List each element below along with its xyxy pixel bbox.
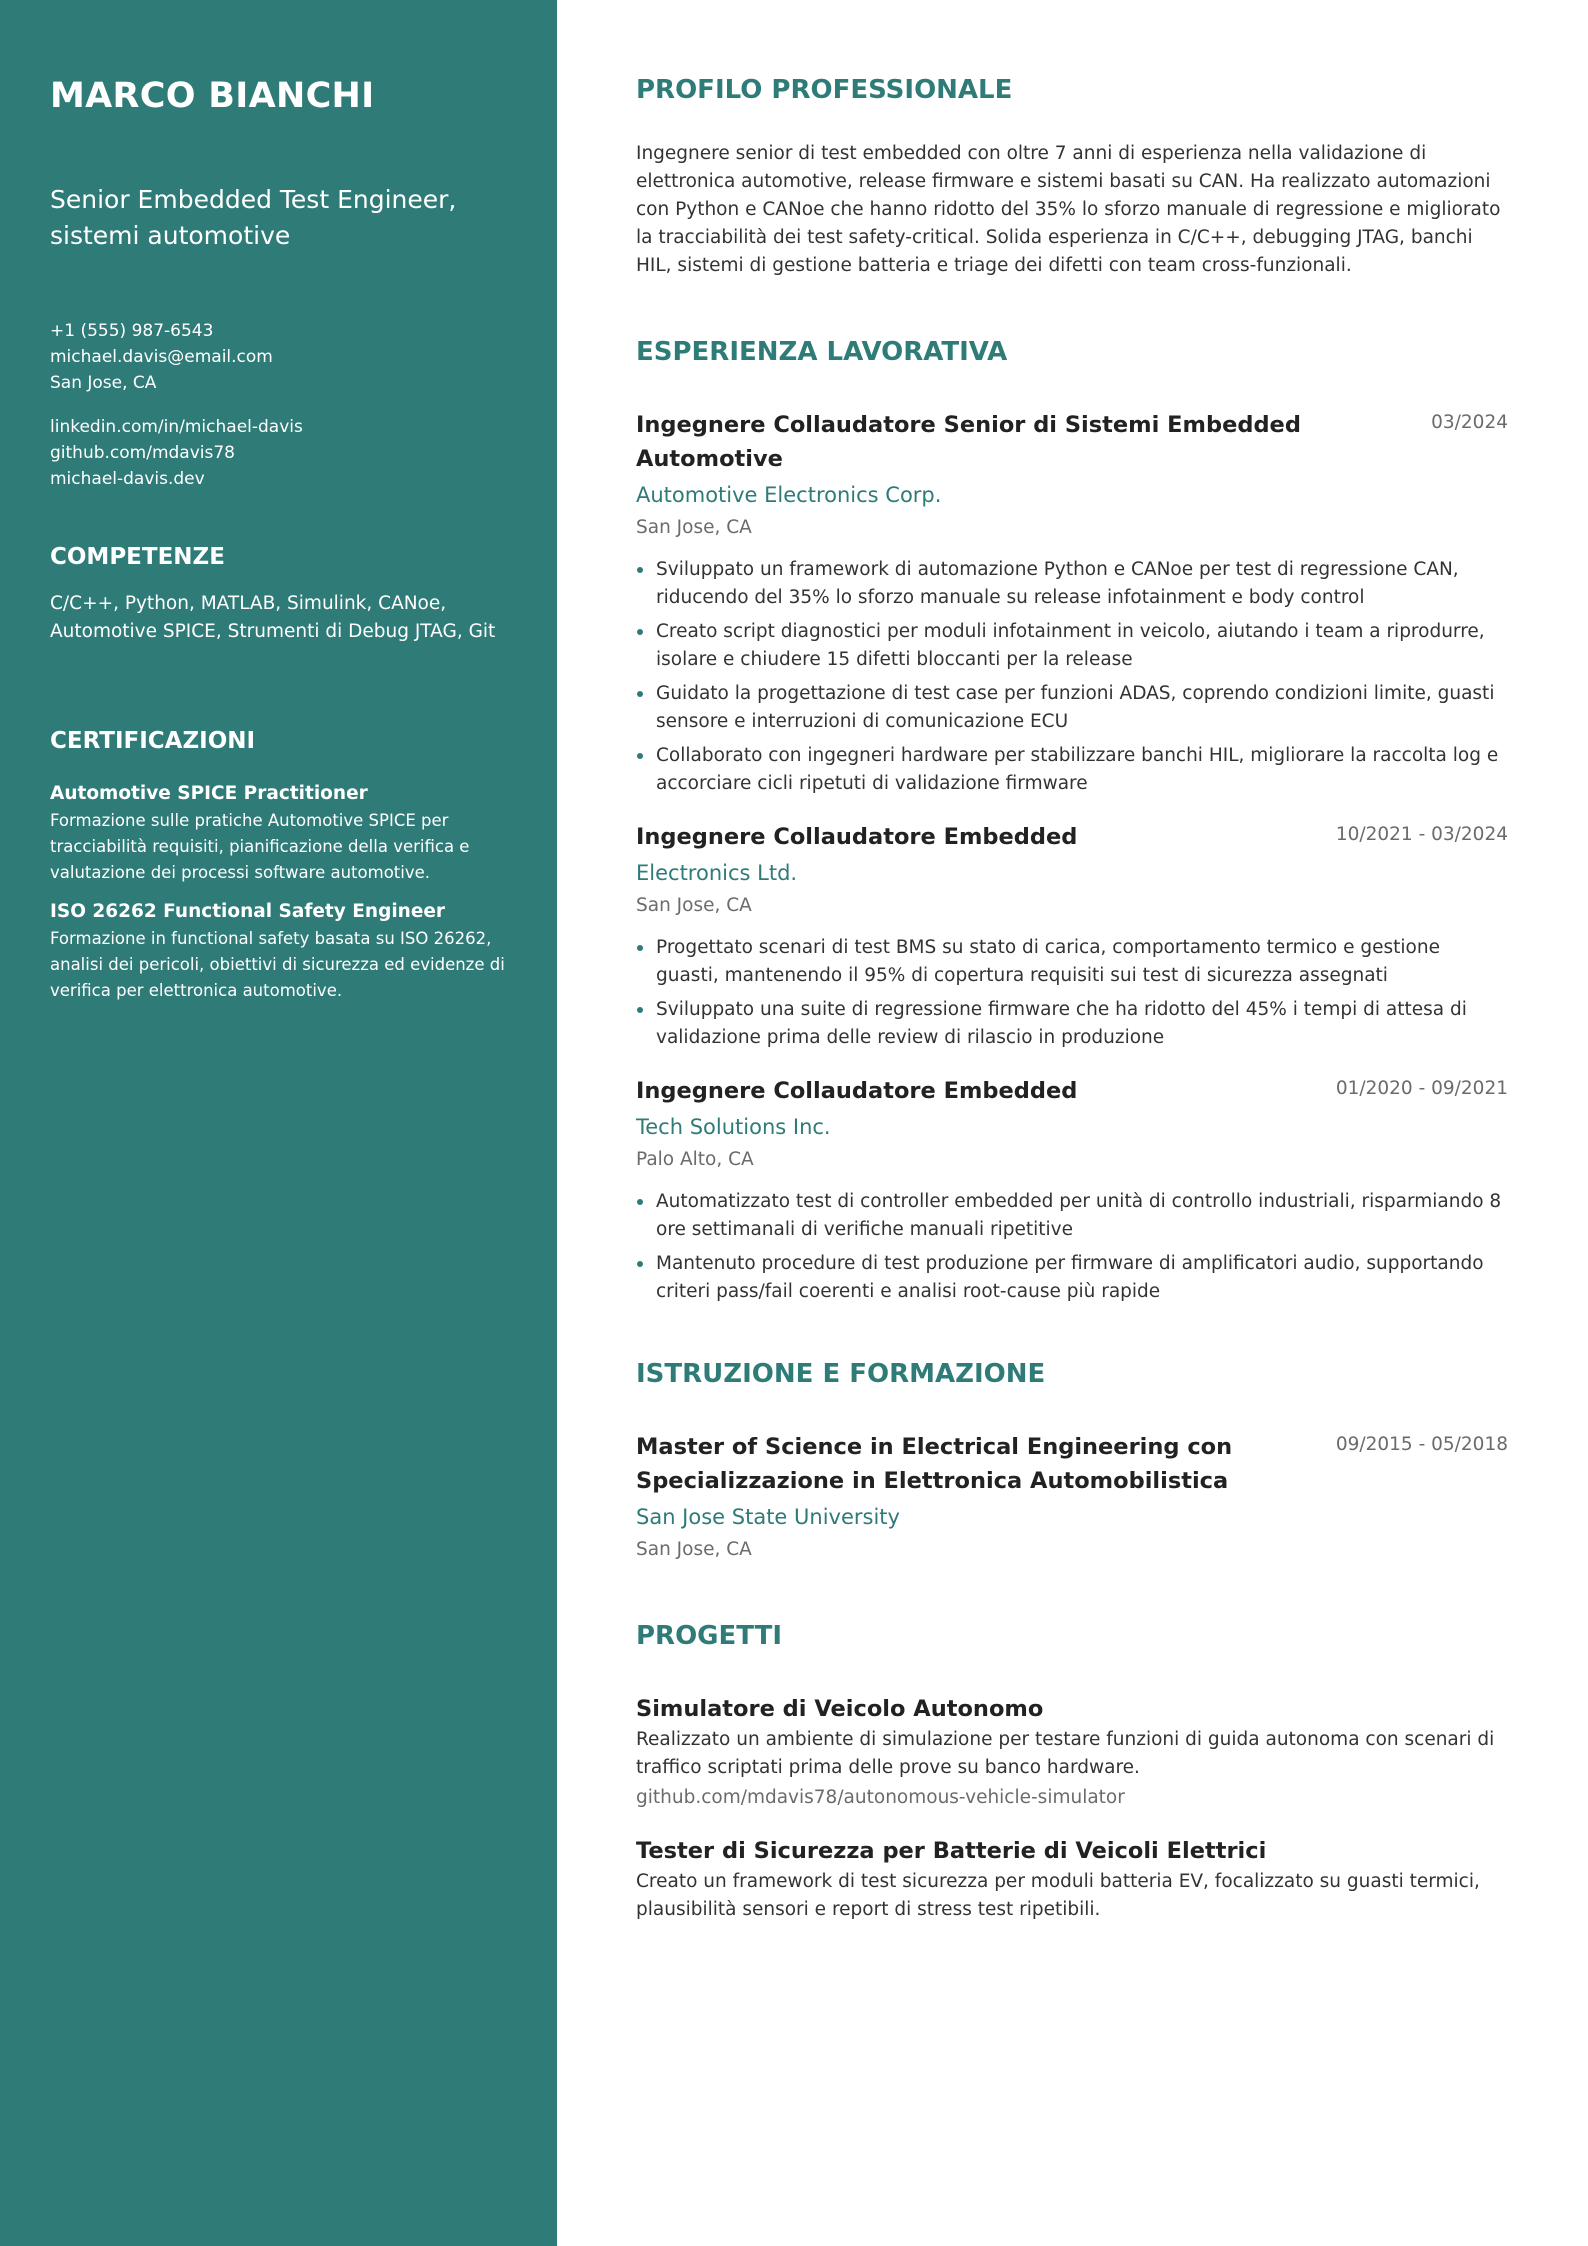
job-location: San Jose, CA [636,895,752,916]
job-title: Ingegnere Collaudatore Embedded [636,1078,1078,1104]
job-title: Ingegnere Collaudatore Senior di Sistemi Embedded Automotive [636,412,1301,472]
project-link[interactable]: github.com/mdavis78/autonomous-vehicle-simulator [636,1787,1125,1808]
list-item: Collaborato con ingegneri hardware per stabilizzare banchi HIL, migliorare la raccolta log e accorciare cicli ripetuti di validazione firmware [636,742,1508,798]
project-description: Creato un framework di test sicurezza per moduli batteria EV, focalizzato su guasti termici, plausibilità sensori e report di stress test ripetibili. [636,1871,1480,1920]
job-company: Electronics Ltd. [636,861,798,885]
education-school: San Jose State University [636,1505,900,1529]
job-bullets [636,1188,1508,1306]
project-description: Realizzato un ambiente di simulazione per testare funzioni di guida autonoma con scenari di traffico scriptati prima delle prove su banco hardware. [636,1729,1495,1778]
list-item: Sviluppato una suite di regressione firmware che ha ridotto del 45% i tempi di attesa di validazione prima delle review di rilascio in produzione [636,996,1508,1052]
education-heading: ISTRUZIONE E FORMAZIONE [636,1359,1046,1389]
project-title: Tester di Sicurezza per Batterie di Veicoli Elettrici [636,1838,1267,1864]
profile-links [50,414,507,492]
contact-info [50,318,507,396]
projects-heading: PROGETTI [636,1621,783,1651]
job-date: 01/2020 - 09/2021 [1335,1078,1508,1099]
certifications-list [50,780,507,1004]
list-item: Creato script diagnostici per moduli infotainment in veicolo, aiutando i team a riprodurre, isolare e chiudere 15 difetti bloccanti per la release [636,618,1508,674]
certification-item [50,780,507,886]
education-location: San Jose, CA [636,1539,752,1560]
skills-heading: COMPETENZE [50,544,225,570]
job-bullets [636,934,1508,1052]
project-entry [636,1834,1508,1924]
list-item: Guidato la progettazione di test case per funzioni ADAS, coprendo condizioni limite, guasti sensore e interruzioni di comunicazione ECU [636,680,1508,736]
education-date: 09/2015 - 05/2018 [1335,1434,1508,1455]
list-item: Progettato scenari di test BMS su stato di carica, comportamento termico e gestione guasti, mantenendo il 95% di copertura requisiti sui test di sicurezza assegnati [636,934,1508,990]
certification-description: Formazione sulle pratiche Automotive SPICE per tracciabilità requisiti, pianificazione della verifica e valutazione dei processi software automotive. [50,811,470,882]
job-entry [636,1074,1508,1306]
profile-summary: Ingegnere senior di test embedded con oltre 7 anni di esperienza nella validazione di elettronica automotive, release firmware e sistemi basati su CAN. Ha realizzato automazioni con Python e CANoe che hanno ridotto del 35% lo sforzo manuale di regressione e migliorato la tracciabilità dei test safety-critical. Solida esperienza in C/C++, debugging JTAG, banchi HIL, sistemi di gestione batteria e triage dei difetti con team cross-funzionali. [636,143,1501,276]
education-entry [636,1430,1508,1566]
certification-item [50,898,507,1004]
skills-list: C/C++, Python, MATLAB, Simulink, CANoe, Automotive SPICE, Strumenti di Debug JTAG, Git [50,593,496,642]
github-link[interactable]: github.com/mdavis78 [50,443,235,463]
certification-description: Formazione in functional safety basata su ISO 26262, analisi dei pericoli, obiettivi di sicurezza ed evidenze di verifica per elettronica automotive. [50,929,505,1000]
main-content [636,70,1508,1924]
job-location: Palo Alto, CA [636,1149,754,1170]
certification-name: ISO 26262 Functional Safety Engineer [50,901,446,922]
education-degree: Master of Science in Electrical Engineering con Specializzazione in Elettronica Automobilistica [636,1434,1233,1494]
contact-phone[interactable]: +1 (555) 987-6543 [50,321,214,341]
job-date: 10/2021 - 03/2024 [1335,824,1508,845]
certifications-heading: CERTIFICAZIONI [50,728,256,754]
project-title: Simulatore di Veicolo Autonomo [636,1696,1044,1722]
job-location: San Jose, CA [636,517,752,538]
list-item: Mantenuto procedure di test produzione per firmware di amplificatori audio, supportando criteri pass/fail coerenti e analisi root-cause più rapide [636,1250,1508,1306]
contact-location: San Jose, CA [50,373,157,393]
candidate-name: MARCO BIANCHI [50,76,375,116]
job-company: Tech Solutions Inc. [636,1115,831,1139]
job-entry [636,820,1508,1052]
sidebar [0,0,557,2246]
job-company: Automotive Electronics Corp. [636,483,942,507]
job-bullets [636,556,1508,798]
list-item: Sviluppato un framework di automazione Python e CANoe per test di regressione CAN, riducendo del 35% lo sforzo manuale su release infotainment e body control [636,556,1508,612]
certification-name: Automotive SPICE Practitioner [50,783,368,804]
job-date: 03/2024 [1431,412,1508,433]
contact-email[interactable]: michael.davis@email.com [50,347,273,367]
candidate-title: Senior Embedded Test Engineer, sistemi automotive [50,185,457,250]
list-item: Automatizzato test di controller embedded per unità di controllo industriali, risparmiando 8 ore settimanali di verifiche manuali ripetitive [636,1188,1508,1244]
job-title: Ingegnere Collaudatore Embedded [636,824,1078,850]
website-link[interactable]: michael-davis.dev [50,469,205,489]
project-entry [636,1692,1508,1814]
linkedin-link[interactable]: linkedin.com/in/michael-davis [50,417,303,437]
job-entry [636,408,1508,798]
profile-heading: PROFILO PROFESSIONALE [636,75,1013,105]
experience-heading: ESPERIENZA LAVORATIVA [636,337,1008,367]
